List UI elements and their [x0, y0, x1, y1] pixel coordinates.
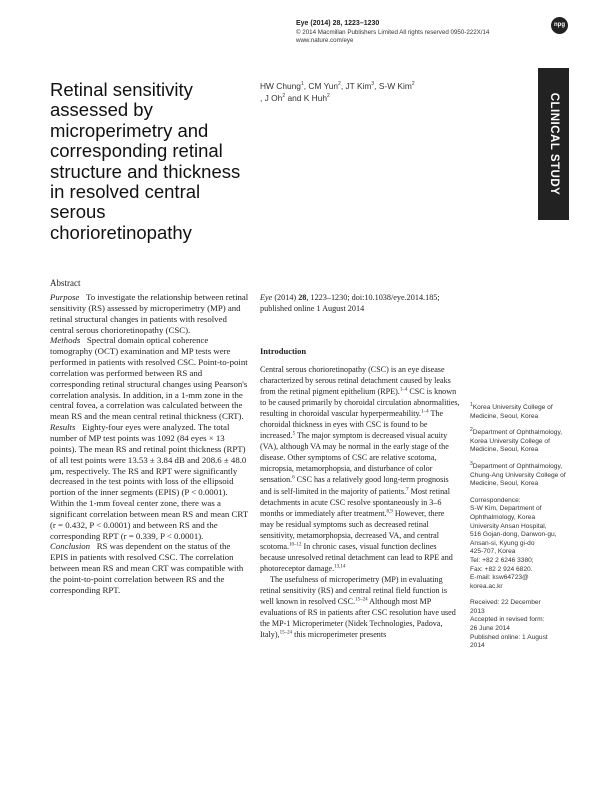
author-affil-sup: 2 — [282, 93, 286, 100]
intro-text: CSC is known to be caused primarily by choroidal circulation abnormalities, resulting in choroidal vascular hyperpermeability. — [260, 387, 460, 419]
introduction-heading: Introduction — [260, 346, 307, 356]
correspondence-phone: Tel: +82 2 6246 3380; — [470, 556, 534, 564]
intro-text: Most retinal detachments in acute CSC resolve spontaneously in 3–6 months or immediately after treatment. — [260, 486, 450, 518]
author-affil-sup: 3 — [371, 81, 375, 88]
correspondence-line: S-W Kim, Department of — [470, 505, 542, 513]
affiliation-1 — [470, 401, 574, 421]
journal-header — [296, 20, 489, 46]
correspondence-line: 516 Gojan-dong, Danwon-gu, — [470, 531, 557, 539]
affiliation-sup: 2 — [470, 427, 473, 433]
abstract-results: Eighty-four eyes were analyzed. The total number of MP test points was 1092 (84 eyes × 13 points). The mean RS and retinal point thickness (RPT) of all test points were 13.53 ± 3.84 dB and 208.6 ± 48.0 μm, respectively. The RS and RPT were significantly decreased in the test points with loss of the ellipsoid portion of the inner segments (EPIS) (P < 0.0001). Within the 1-mm foveal center zone, there was a significant correlation between mean RS and mean CRT (r = 0.432, P < 0.0001) and between RS and the corresponding RPT (r = 0.339, P < 0.0001). — [50, 422, 248, 541]
journal-line: Eye (2014) 28, 1223–1230 — [296, 20, 380, 27]
affiliation-text: Department of Ophthalmology, Chung-Ang University College of Medicine, Seoul, Korea — [470, 462, 566, 488]
author-name: HW Chung — [260, 81, 301, 91]
abstract-conclusion-label: Conclusion — [50, 541, 91, 552]
author-name: , S-W Kim — [374, 81, 412, 91]
correspondence-email[interactable]: korea.ac.kr — [470, 582, 503, 590]
intro-text: In chronic cases, visual function declines because unresolved retinal detachment can lead to RPE and photoreceptor damage. — [260, 541, 453, 573]
correspondence-line: Ophthalmology, Korea — [470, 513, 536, 521]
affiliations-sidebar — [470, 401, 574, 659]
publisher-logo: npg — [551, 17, 568, 34]
citation-volume: 28 — [298, 293, 307, 302]
dates-block — [470, 599, 574, 651]
abstract-body — [50, 292, 250, 596]
correspondence-line: Ansan-si, Kyung gi-do — [470, 539, 535, 547]
author-affil-sup: 2 — [411, 81, 415, 88]
author-name: , J Oh — [260, 93, 283, 103]
correspondence-block — [470, 497, 574, 592]
date-line: 2014 — [470, 642, 485, 650]
reference-sup[interactable]: 8,9 — [386, 508, 393, 514]
intro-paragraph — [260, 364, 460, 574]
affiliation-text: Department of Ophthalmology, Korea University College of Medicine, Seoul, Korea — [470, 429, 563, 454]
reference-sup[interactable]: 1–4 — [399, 387, 408, 393]
intro-text: The usefulness of microperimetry (MP) in evaluating retinal sensitivity (RS) and central retinal field function is well known in resolved CSC. — [260, 574, 448, 606]
correspondence-fax: Fax: +82 2 924 6820. — [470, 565, 533, 573]
author-name: , JT Kim — [340, 81, 372, 91]
introduction-body — [260, 364, 460, 640]
intro-text: However, there may be residual symptoms such as decreased retinal sensitivity, metamorphopsia, decreased VA, and central scotoma. — [260, 508, 445, 551]
copyright-line: © 2014 Macmillan Publishers Limited All rights reserved 0950-222X/14 — [296, 28, 490, 36]
author-name: and K Huh — [285, 93, 328, 103]
abstract-results-label: Results — [50, 422, 76, 433]
author-affil-sup: 2 — [338, 81, 341, 88]
abstract-purpose-label: Purpose — [50, 292, 80, 302]
correspondence-line: University Ansan Hospital, — [470, 522, 547, 530]
intro-text: The choroidal thickness in eyes with CSC is found to be increased. — [260, 409, 444, 441]
abstract-methods: Spectral domain optical coherence tomography (OCT) examination and MP tests were performed in patients with resolved CSC. Point-to-point correlation was performed between RS and corresponding retinal structural changes using Pearson's correlation analysis. In addition, in a 1-mm zone in the central fovea, a correlation was calculated between the mean RS and the mean central retinal thickness (CRT). — [50, 335, 248, 422]
affiliation-sup: 1 — [470, 401, 473, 408]
reference-sup[interactable]: 6 — [292, 475, 295, 481]
abstract-purpose: To investigate the relationship between retinal sensitivity (RS) assessed by microperimetry (MP) and retinal structural changes in patients with resolved central serous chorioretinopathy (CSC). — [50, 292, 249, 335]
journal-url[interactable]: www.nature.com/eye — [296, 37, 354, 44]
reference-sup[interactable]: 13,14 — [334, 564, 346, 570]
affiliation-2 — [470, 429, 574, 455]
reference-sup[interactable]: 15–24 — [355, 597, 368, 603]
section-tab-label: CLINICAL STUDY — [547, 92, 560, 196]
author-affil-sup: 2 — [327, 93, 330, 100]
citation-doi: , 1223–1230; doi:10.1038/eye.2014.185; published online 1 August 2014 — [260, 293, 440, 313]
article-title: Retinal sensitivity assessed by microperimetry and corresponding retinal structure and thickness in resolved central serous chorioretinopathy — [50, 79, 241, 243]
date-line: 26 June 2014 — [470, 625, 510, 633]
author-name: , CM Yun — [303, 81, 339, 91]
affiliation-text: Korea University College of Medicine, Seoul, Korea — [470, 404, 553, 420]
intro-text: this microperimeter presents — [292, 630, 387, 640]
correspondence-line: 425-707, Korea — [470, 548, 516, 556]
date-line: Accepted in revised form: — [470, 616, 545, 624]
correspondence-email[interactable]: E-mail: ksw64723@ — [470, 574, 529, 582]
abstract-methods-label: Methods — [50, 335, 81, 346]
date-line: Received: 22 December — [470, 599, 541, 607]
date-line: Published online: 1 August — [470, 633, 548, 641]
reference-sup[interactable]: 15–24 — [279, 630, 293, 636]
affiliation-sup: 3 — [470, 460, 473, 467]
reference-sup[interactable]: 10–12 — [289, 542, 302, 548]
correspondence-label: Correspondence: — [470, 496, 521, 504]
intro-paragraph — [260, 574, 460, 640]
author-list — [260, 80, 460, 104]
abstract-heading: Abstract — [50, 278, 81, 288]
intro-text: Although most MP evaluations of RS in patients after CSC resolution have used the MP-1 Microperimeter (Nidek Technologies, Padova, Italy), — [260, 596, 456, 640]
author-affil-sup: 1 — [300, 81, 304, 88]
date-line: 2013 — [470, 607, 485, 615]
intro-text: CSC has a relatively good long-term prognosis and is self-limited in the majority of patients. — [260, 475, 449, 496]
reference-sup[interactable]: 7 — [406, 486, 409, 492]
intro-text: Central serous chorioretinopathy (CSC) is an eye disease characterized by serous retinal detachment caused by leaks from the retinal pigment epithelium (RPE). — [260, 365, 451, 397]
citation-year: (2014) — [272, 293, 299, 302]
affiliation-3 — [470, 460, 574, 489]
reference-sup[interactable]: 1–4 — [421, 409, 429, 415]
citation-journal: Eye — [260, 293, 273, 302]
citation-line — [260, 292, 460, 314]
abstract-conclusion: RS was dependent on the status of the EPIS in patients with resolved CSC. The correlation between mean RS and mean CRT was compatible with the point-to-point correlation between RS and the corresponding RPT. — [50, 541, 244, 595]
reference-sup[interactable]: 5 — [292, 431, 296, 437]
section-tab — [538, 68, 569, 220]
intro-text: The major symptom is decreased visual acuity (VA), although VA may be normal in the early stage of the disease. Other symptoms of CSC are relative scotoma, micropsia, metamorphopsia, and disturbance of color sensation. — [260, 431, 449, 485]
